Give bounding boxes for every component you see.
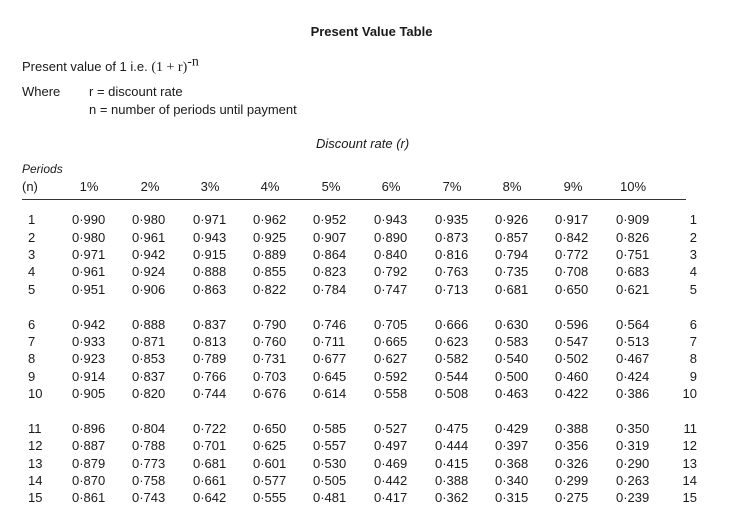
table-cell: 0·444 xyxy=(435,438,469,453)
table-cell: 0·650 xyxy=(555,282,589,297)
table-cell: 0·467 xyxy=(616,351,650,366)
period-label-left: 6 xyxy=(28,317,36,332)
formula-exponent: -n xyxy=(187,54,199,70)
table-cell: 0·417 xyxy=(374,490,408,505)
period-label-right: 5 xyxy=(689,282,697,297)
header-rule xyxy=(22,199,686,200)
table-cell: 0·705 xyxy=(374,317,408,332)
formula-expression: (1 + r) xyxy=(151,60,188,75)
table-cell: 0·961 xyxy=(72,264,106,279)
table-cell: 0·804 xyxy=(132,421,166,436)
table-cell: 0·909 xyxy=(616,212,650,227)
periods-label: Periods xyxy=(22,162,63,176)
table-cell: 0·888 xyxy=(132,317,166,332)
table-cell: 0·601 xyxy=(253,456,287,471)
table-cell: 0·853 xyxy=(132,351,166,366)
table-cell: 0·388 xyxy=(435,473,469,488)
table-cell: 0·935 xyxy=(435,212,469,227)
table-cell: 0·677 xyxy=(313,351,347,366)
period-label-left: 15 xyxy=(28,490,43,505)
table-cell: 0·356 xyxy=(555,438,589,453)
table-cell: 0·751 xyxy=(616,247,650,262)
table-cell: 0·760 xyxy=(253,334,287,349)
table-cell: 0·429 xyxy=(495,421,529,436)
table-cell: 0·582 xyxy=(435,351,469,366)
table-cell: 0·961 xyxy=(132,230,166,245)
table-cell: 0·772 xyxy=(555,247,589,262)
table-cell: 0·627 xyxy=(374,351,408,366)
period-label-right: 1 xyxy=(689,212,697,227)
table-cell: 0·701 xyxy=(193,438,227,453)
table-cell: 0·971 xyxy=(193,212,227,227)
table-cell: 0·299 xyxy=(555,473,589,488)
period-label-left: 11 xyxy=(28,421,42,436)
table-cell: 0·661 xyxy=(193,473,227,488)
table-cell: 0·290 xyxy=(616,456,650,471)
table-cell: 0·917 xyxy=(555,212,589,227)
table-cell: 0·475 xyxy=(435,421,469,436)
period-label-left: 1 xyxy=(28,212,36,227)
period-label-right: 10 xyxy=(682,386,697,401)
table-cell: 0·871 xyxy=(132,334,166,349)
table-cell: 0·906 xyxy=(132,282,166,297)
n-label: (n) xyxy=(22,179,38,194)
table-cell: 0·896 xyxy=(72,421,106,436)
period-label-right: 8 xyxy=(689,351,697,366)
rate-header: 3% xyxy=(200,179,220,194)
rate-header: 8% xyxy=(502,179,522,194)
table-cell: 0·713 xyxy=(435,282,469,297)
table-cell: 0·820 xyxy=(132,386,166,401)
table-cell: 0·319 xyxy=(616,438,650,453)
formula-prefix: Present value of 1 i.e. xyxy=(22,59,152,74)
table-cell: 0·842 xyxy=(555,230,589,245)
table-cell: 0·614 xyxy=(313,386,347,401)
table-cell: 0·863 xyxy=(193,282,227,297)
table-cell: 0·645 xyxy=(313,369,347,384)
period-label-left: 10 xyxy=(28,386,43,401)
period-label-right: 12 xyxy=(682,438,697,453)
table-cell: 0·708 xyxy=(555,264,589,279)
table-cell: 0·681 xyxy=(495,282,529,297)
table-cell: 0·642 xyxy=(193,490,227,505)
period-label-left: 8 xyxy=(28,351,36,366)
period-label-left: 13 xyxy=(28,456,43,471)
table-cell: 0·952 xyxy=(313,212,347,227)
period-label-left: 14 xyxy=(28,473,43,488)
table-cell: 0·424 xyxy=(616,369,650,384)
table-cell: 0·837 xyxy=(193,317,227,332)
period-label-left: 12 xyxy=(28,438,43,453)
formula-line xyxy=(22,54,199,76)
table-cell: 0·547 xyxy=(555,334,589,349)
table-cell: 0·826 xyxy=(616,230,650,245)
table-cell: 0·502 xyxy=(555,351,589,366)
rate-header: 10% xyxy=(619,179,647,194)
period-label-right: 15 xyxy=(682,490,697,505)
table-cell: 0·650 xyxy=(253,421,287,436)
table-cell: 0·388 xyxy=(555,421,589,436)
rate-header: 1% xyxy=(79,179,99,194)
table-cell: 0·583 xyxy=(495,334,529,349)
table-cell: 0·822 xyxy=(253,282,287,297)
table-cell: 0·558 xyxy=(374,386,408,401)
table-cell: 0·397 xyxy=(495,438,529,453)
table-cell: 0·422 xyxy=(555,386,589,401)
table-cell: 0·722 xyxy=(193,421,227,436)
table-cell: 0·500 xyxy=(495,369,529,384)
table-cell: 0·442 xyxy=(374,473,408,488)
table-cell: 0·676 xyxy=(253,386,287,401)
table-cell: 0·362 xyxy=(435,490,469,505)
table-cell: 0·415 xyxy=(435,456,469,471)
table-cell: 0·596 xyxy=(555,317,589,332)
table-cell: 0·555 xyxy=(253,490,287,505)
table-cell: 0·505 xyxy=(313,473,347,488)
table-cell: 0·239 xyxy=(616,490,650,505)
rate-header: 6% xyxy=(381,179,401,194)
table-cell: 0·527 xyxy=(374,421,408,436)
table-cell: 0·840 xyxy=(374,247,408,262)
table-cell: 0·508 xyxy=(435,386,469,401)
rate-header: 2% xyxy=(140,179,160,194)
table-cell: 0·763 xyxy=(435,264,469,279)
table-cell: 0·857 xyxy=(495,230,529,245)
where-r-definition: r = discount rate xyxy=(89,84,183,99)
table-cell: 0·907 xyxy=(313,230,347,245)
rate-header: 7% xyxy=(442,179,462,194)
table-cell: 0·943 xyxy=(193,230,227,245)
period-label-left: 2 xyxy=(28,230,36,245)
table-cell: 0·942 xyxy=(72,317,106,332)
table-cell: 0·386 xyxy=(616,386,650,401)
table-cell: 0·557 xyxy=(313,438,347,453)
table-cell: 0·864 xyxy=(313,247,347,262)
table-cell: 0·879 xyxy=(72,456,106,471)
table-cell: 0·951 xyxy=(72,282,106,297)
table-cell: 0·711 xyxy=(313,334,346,349)
table-cell: 0·625 xyxy=(253,438,287,453)
table-cell: 0·792 xyxy=(374,264,408,279)
period-label-right: 14 xyxy=(682,473,697,488)
table-cell: 0·990 xyxy=(72,212,106,227)
rate-header: 4% xyxy=(260,179,280,194)
period-label-left: 3 xyxy=(28,247,36,262)
table-cell: 0·544 xyxy=(435,369,469,384)
table-cell: 0·481 xyxy=(313,490,347,505)
table-cell: 0·758 xyxy=(132,473,166,488)
where-label: Where xyxy=(22,84,61,99)
rate-header: 9% xyxy=(563,179,583,194)
period-label-right: 9 xyxy=(689,369,697,384)
discount-rate-label: Discount rate (r) xyxy=(316,136,410,151)
table-cell: 0·915 xyxy=(193,247,227,262)
period-label-right: 4 xyxy=(689,264,697,279)
table-cell: 0·971 xyxy=(72,247,106,262)
table-cell: 0·861 xyxy=(72,490,106,505)
table-cell: 0·577 xyxy=(253,473,287,488)
table-cell: 0·666 xyxy=(435,317,469,332)
table-cell: 0·350 xyxy=(616,421,650,436)
table-cell: 0·962 xyxy=(253,212,287,227)
table-cell: 0·326 xyxy=(555,456,589,471)
period-label-right: 11 xyxy=(683,421,697,436)
period-label-left: 4 xyxy=(28,264,36,279)
period-label-right: 13 xyxy=(682,456,697,471)
table-cell: 0·943 xyxy=(374,212,408,227)
table-cell: 0·794 xyxy=(495,247,529,262)
table-cell: 0·275 xyxy=(555,490,589,505)
table-cell: 0·942 xyxy=(132,247,166,262)
table-cell: 0·933 xyxy=(72,334,106,349)
table-cell: 0·469 xyxy=(374,456,408,471)
period-label-right: 7 xyxy=(689,334,697,349)
table-cell: 0·823 xyxy=(313,264,347,279)
table-cell: 0·813 xyxy=(193,334,227,349)
table-cell: 0·914 xyxy=(72,369,106,384)
table-cell: 0·623 xyxy=(435,334,469,349)
table-cell: 0·540 xyxy=(495,351,529,366)
table-cell: 0·683 xyxy=(616,264,650,279)
page-title: Present Value Table xyxy=(310,24,433,39)
period-label-left: 5 xyxy=(28,282,36,297)
table-cell: 0·790 xyxy=(253,317,287,332)
table-cell: 0·888 xyxy=(193,264,227,279)
table-cell: 0·890 xyxy=(374,230,408,245)
table-cell: 0·924 xyxy=(132,264,166,279)
period-label-right: 3 xyxy=(689,247,697,262)
table-cell: 0·773 xyxy=(132,456,166,471)
table-cell: 0·837 xyxy=(132,369,166,384)
table-cell: 0·340 xyxy=(495,473,529,488)
period-label-left: 9 xyxy=(28,369,36,384)
table-cell: 0·681 xyxy=(193,456,227,471)
period-label-left: 7 xyxy=(28,334,36,349)
table-cell: 0·263 xyxy=(616,473,650,488)
table-cell: 0·530 xyxy=(313,456,347,471)
rate-header: 5% xyxy=(321,179,341,194)
table-cell: 0·665 xyxy=(374,334,408,349)
table-cell: 0·564 xyxy=(616,317,650,332)
table-cell: 0·887 xyxy=(72,438,106,453)
table-cell: 0·463 xyxy=(495,386,529,401)
table-cell: 0·980 xyxy=(132,212,166,227)
table-cell: 0·513 xyxy=(616,334,650,349)
table-cell: 0·585 xyxy=(313,421,347,436)
table-cell: 0·870 xyxy=(72,473,106,488)
table-cell: 0·744 xyxy=(193,386,227,401)
period-label-right: 2 xyxy=(689,230,697,245)
table-cell: 0·905 xyxy=(72,386,106,401)
table-cell: 0·766 xyxy=(193,369,227,384)
table-cell: 0·621 xyxy=(616,282,650,297)
table-cell: 0·816 xyxy=(435,247,469,262)
table-cell: 0·735 xyxy=(495,264,529,279)
table-cell: 0·592 xyxy=(374,369,408,384)
table-cell: 0·368 xyxy=(495,456,529,471)
table-cell: 0·747 xyxy=(374,282,408,297)
table-cell: 0·630 xyxy=(495,317,529,332)
table-cell: 0·789 xyxy=(193,351,227,366)
table-cell: 0·746 xyxy=(313,317,347,332)
period-label-right: 6 xyxy=(689,317,697,332)
table-cell: 0·788 xyxy=(132,438,166,453)
table-cell: 0·784 xyxy=(313,282,347,297)
table-cell: 0·923 xyxy=(72,351,106,366)
table-cell: 0·497 xyxy=(374,438,408,453)
table-cell: 0·980 xyxy=(72,230,106,245)
table-cell: 0·460 xyxy=(555,369,589,384)
table-cell: 0·703 xyxy=(253,369,287,384)
table-cell: 0·925 xyxy=(253,230,287,245)
where-n-definition: n = number of periods until payment xyxy=(89,102,297,117)
table-cell: 0·889 xyxy=(253,247,287,262)
table-cell: 0·855 xyxy=(253,264,287,279)
table-cell: 0·873 xyxy=(435,230,469,245)
table-cell: 0·731 xyxy=(253,351,287,366)
table-cell: 0·315 xyxy=(495,490,529,505)
table-cell: 0·926 xyxy=(495,212,529,227)
table-cell: 0·743 xyxy=(132,490,166,505)
